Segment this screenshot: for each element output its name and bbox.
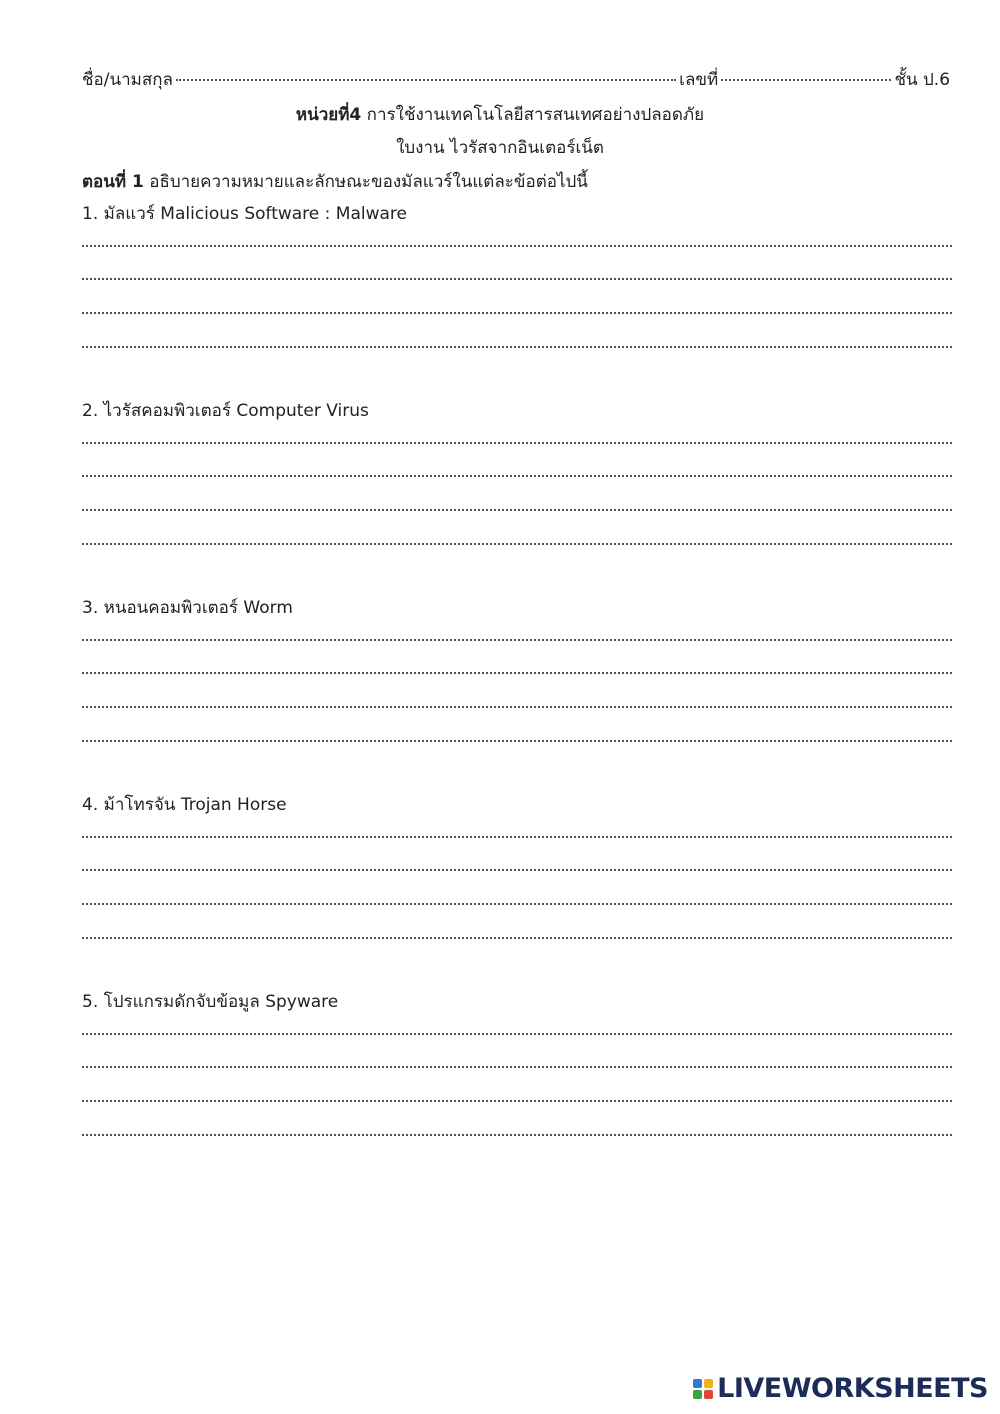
- number-label: เลขที่: [679, 70, 719, 90]
- answer-line-3-4[interactable]: [82, 740, 952, 742]
- question-3: 3. หนอนคอมพิวเตอร์ Worm: [82, 598, 293, 618]
- name-field[interactable]: [176, 79, 676, 81]
- answer-line-4-2[interactable]: [82, 869, 952, 871]
- brand-text: LIVEWORKSHEETS: [717, 1373, 988, 1404]
- answer-line-5-1[interactable]: [82, 1033, 952, 1035]
- answer-line-1-4[interactable]: [82, 346, 952, 348]
- question-4: 4. ม้าโทรจัน Trojan Horse: [82, 795, 287, 815]
- liveworksheets-logo: [693, 1373, 988, 1404]
- number-field[interactable]: [721, 79, 891, 81]
- answer-line-1-2[interactable]: [82, 278, 952, 280]
- liveworksheets-icon: [693, 1379, 713, 1399]
- brand-icon-square: [693, 1390, 702, 1399]
- answer-line-2-3[interactable]: [82, 509, 952, 511]
- unit-title: [0, 101, 1000, 128]
- answer-line-3-3[interactable]: [82, 706, 952, 708]
- unit-name: การใช้งานเทคโนโลยีสารสนเทศอย่างปลอดภัย: [361, 105, 705, 125]
- brand-icon-square: [693, 1379, 702, 1388]
- answer-line-3-1[interactable]: [82, 639, 952, 641]
- answer-line-2-2[interactable]: [82, 475, 952, 477]
- answer-line-1-1[interactable]: [82, 245, 952, 247]
- instruction-text: อธิบายความหมายและลักษณะของมัลแวร์ในแต่ละข้อต่อไปนี้: [143, 172, 588, 192]
- answer-line-4-4[interactable]: [82, 937, 952, 939]
- answer-line-2-4[interactable]: [82, 543, 952, 545]
- answer-line-4-3[interactable]: [82, 903, 952, 905]
- student-info-line: [82, 66, 950, 93]
- answer-line-5-2[interactable]: [82, 1066, 952, 1068]
- unit-number: หน่วยที่4: [295, 105, 362, 125]
- question-5: 5. โปรแกรมดักจับข้อมูล Spyware: [82, 992, 339, 1012]
- brand-icon-square: [704, 1390, 713, 1399]
- answer-line-1-3[interactable]: [82, 312, 952, 314]
- worksheet-subtitle: ใบงาน ไวรัสจากอินเตอร์เน็ต: [396, 138, 604, 158]
- answer-line-5-3[interactable]: [82, 1100, 952, 1102]
- answer-line-5-4[interactable]: [82, 1134, 952, 1136]
- part-label: ตอนที่ 1: [82, 172, 144, 192]
- instruction: [82, 168, 588, 195]
- answer-line-3-2[interactable]: [82, 672, 952, 674]
- question-2: 2. ไวรัสคอมพิวเตอร์ Computer Virus: [82, 401, 369, 421]
- question-1: 1. มัลแวร์ Malicious Software : Malware: [82, 204, 408, 224]
- answer-line-4-1[interactable]: [82, 836, 952, 838]
- answer-line-2-1[interactable]: [82, 442, 952, 444]
- name-label: ชื่อ/นามสกุล: [82, 70, 173, 90]
- class-label: ชั้น ป.6: [894, 70, 951, 90]
- brand-icon-square: [704, 1379, 713, 1388]
